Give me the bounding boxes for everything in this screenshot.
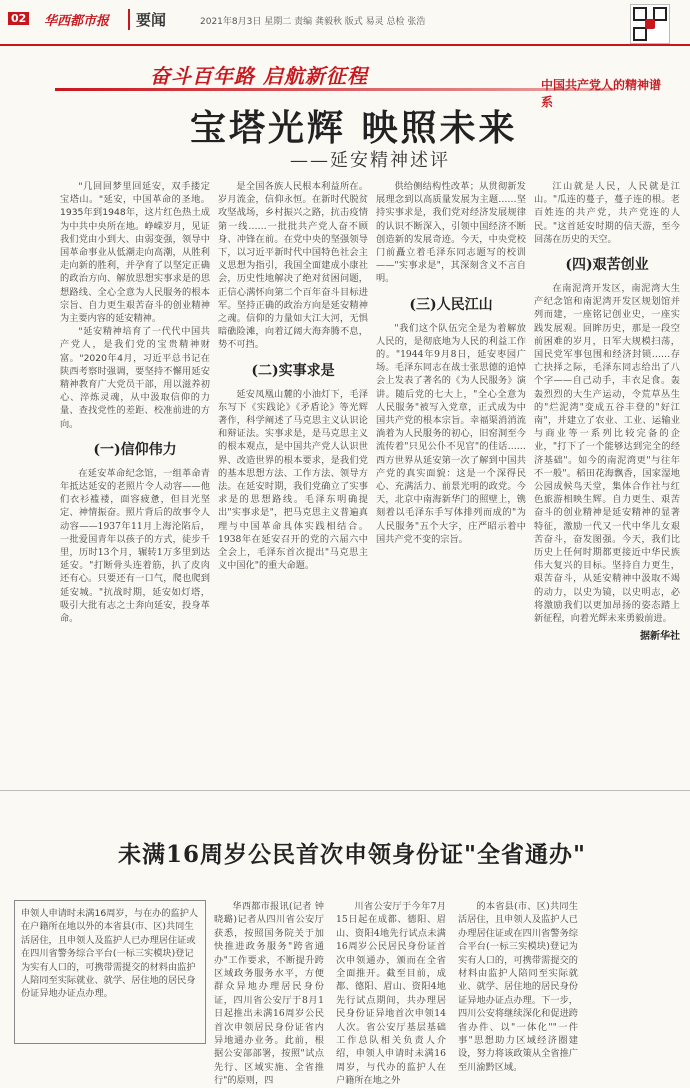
column-banner	[55, 52, 665, 109]
section-name: 要闻	[128, 9, 166, 30]
article2-column-2	[336, 900, 446, 1088]
issue-meta: 2021年8月3日 星期二 责编 龚毅秋 版式 易灵 总检 张浩	[200, 17, 426, 27]
section-heading-1: (一)信仰伟力	[93, 441, 177, 458]
newspaper-brand: 华西都市报	[44, 14, 110, 29]
article2-column-3	[458, 900, 578, 1074]
article2-column-1	[214, 900, 324, 1088]
page-number: 02	[6, 10, 29, 28]
article-column-1	[60, 180, 210, 625]
section-heading-2: (二)实事求是	[251, 362, 335, 379]
paragraph: 川省公安厅于今年7月15日起在成都、德阳、眉山、资阳4地先行试点未满16周岁公民居民身份证首次申领通办，颁而在全省全面推开。截至目前，成都、德阳、眉山、资阳4地先行试点期间，共办理居民身份证异地首次申领14人次。省公安厅基层基础工作总队相关负责人介绍，申领人申请时未满16周岁，与代办的监护人在户籍所在地之外	[336, 901, 446, 1087]
banner-slogan: 奋斗百年路 启航新征程	[150, 64, 368, 88]
banner-stripe	[55, 88, 615, 91]
article2-title: 未满16周岁公民首次申领身份证"全省通办"	[118, 841, 586, 868]
qr-code-icon	[630, 4, 670, 44]
byline: 据新华社	[640, 631, 680, 643]
article-lead: "几回回梦里回延安，双手搂定宝塔山。"延安，中国革命的圣地。1935年到1948年，这片红色热土成为中共中央所在地。峥嵘岁月，见证我们党由小到大、由弱变强，领导中国革命事业从低潮走向高潮，从胜利走向新的胜利，并孕育了以坚定正确的政治方向、解放思想实事求是的思想路线、全心全意为人民服务的根本宗旨、自力更生艰苦奋斗的创业精神为主要内容的延安精神。	[60, 181, 210, 325]
section-heading-3: (三)人民江山	[409, 296, 493, 313]
article-column-4	[534, 180, 680, 642]
banner-series: 中国共产党人的精神谱系	[541, 78, 662, 109]
paragraph: 在延安革命纪念馆，一组革命青年抵达延安的老照片令人动容——他们衣衫褴褛，面容疲惫，但目光坚定、神情振奋。照片背后的故事令人动容——1937年11月上海沦陷后，一批爱国青年以孩子的方式，徒步千里，历时13个月，辗转1万多里到达延安。"打断骨头连着筋，扒了皮肉还有心。只要还有一口气，爬也爬到延安城。"抗战时期，延安如灯塔，吸引大批有志之士奔向延安，投身革命。	[60, 467, 210, 625]
paragraph: 的本省县(市、区)共同生活居住，且申领人及监护人已办理居住证或在四川省警务综合平台(一标三实模块)登记为实有人口的，可携带需提交的材料由监护人陪同至实际就业、就学、居住地的居民身份证异地办证点办理。下一步，四川公安将继续深化和促进跨省办件、以"一体化""一件事"思想助力区域经济圈建设，努力将该政策从全省推广至川渝黔区域。	[458, 901, 578, 1073]
article-title: 宝塔光辉 映照未来	[190, 107, 518, 149]
article-column-3	[376, 180, 526, 546]
paragraph: 在南泥湾开发区，南泥湾大生产纪念馆和南泥湾开发区规划馆并列而建，一座铭记创业史，一座实践发展观。回眸历史，那是一段空前困难的岁月，日军大规模扫荡，国民党军事包围和经济封锁……存亡抉择之际，毛泽东同志给出了八个字——自己动手，丰衣足食。轰轰烈烈的大生产运动，令荒草丛生的"烂泥湾"变成五谷丰登的"好江南"，并建立了农业、工业、运输业与商业等一系列比较完备的企业，"打下了一个能够达到完全的经济基础"。如今的南泥湾更"与往年不一般"。稻田花海飘香，国家湿地公园成候鸟天堂，集体合作社与红色旅游相映生辉。自力更生、艰苦奋斗的创业精神是延安精神的显著特征，激励一代又一代中华儿女艰苦奋斗，奋发图强。今天，我们比历史上任何时期都更接近中华民族伟大复兴的目标。坚持自力更生，艰苦奋斗，从延安精神中汲取不竭的动力，以史为镜，以史明志，必将激励我们以更加昂扬的姿态踏上新征程，向着光辉未来勇毅前进。	[534, 283, 680, 625]
article-divider	[0, 790, 690, 791]
paragraph: 江山就是人民，人民就是江山。"瓜连的蔓子，蔓子连的根。老百姓连的共产党，共产党连的人民。"这首延安时期的信天游，至今回荡在历史的天空。	[534, 181, 680, 245]
article-subtitle: ——延安精神述评	[290, 150, 450, 171]
paragraph: 华西都市报讯(记者 钟晓璐)记者从四川省公安厅获悉，按照国务院关于加快推进政务服务"跨省通办"工作要求，不断提升跨区域政务服务水平，方便群众异地办理居民身份证，四川省公安厅于8月1日起推出未满16周岁公民首次申领居民身份证省内异地通办业务。此前，根据公安部部署，按照"试点先行、区域实施、全省推行"的原则，四	[214, 901, 324, 1087]
paragraph: "我们这个队伍完全是为着解放人民的，是彻底地为人民的利益工作的。"1944年9月8日，延安枣园广场。毛泽东同志在战士张思德的追悼会上发表了著名的《为人民服务》演讲。随后党的七大上，"全心全意为人民服务"被写入党章，正式成为中国共产党的根本宗旨。幸福渠消消流淌着为人民服务的初心，旧窑洞至今流传着"只见公仆不见官"的佳话……西方世界从延安第一次了解到中国共产党的真实面貌：这是一个深得民心、充满活力、前景光明的政党。今天，北京中南海新华门的照壁上，镌刻着以毛泽东手写体排列而成的"为人民服务"五个大字，庄严昭示着中国共产党不变的宗旨。	[376, 322, 526, 545]
paragraph: 是全国各族人民根本利益所在。岁月流金，信仰永恒。在新时代脱贫攻坚战场，乡村振兴之路，抗击疫情第一线……一批批共产党人奋不顾身、冲锋在前。在党中央的坚强领导下，以习近平新时代中国特色社会主义思想为指引，我国全面建成小康社会，历史性地解决了绝对贫困问题，正信心满怀向第二个百年奋斗目标进军。坚持正确的政治方向是延安精神之魂。信仰的力量如大江大河，无惧暗礁险滩，向着辽阔大海奔腾不息，势不可挡。	[218, 181, 368, 351]
page-header	[0, 0, 690, 46]
header-rule	[0, 44, 690, 46]
paragraph: 供给侧结构性改革；从贯彻新发展理念到以高质量发展为主题……坚持实事求是，我们党对经济发展规律的认识不断深入，引领中国经济不断创造新的发展奇迹。今天，中央党校门前矗立着毛泽东同志题写的校训——"实事求是"，其深刻含义不言自明。	[376, 181, 526, 285]
article-lead-2: "延安精神培育了一代代中国共产党人，是我们党的宝贵精神财富。"2020年4月，习近平总书记在陕西考察时强调，要坚持不懈用延安精神教育广大党员干部，用以滋养初心、淬炼灵魂，从中汲取信仰的力量、查找党性的差距、校准前进的方向。	[60, 326, 210, 430]
article2-lead-box: 申领人申请时未满16周岁，与在办的监护人在户籍所在地以外的本省县(市、区)共同生活居住，且申领人及监护人已办理居住证或在四川省警务综合平台(一标三实模块)登记为实有人口的，可携带需提交的材料由监护人陪同至实际就业、就学、居住地的居民身份证异地办证点办理。	[14, 900, 206, 1044]
section-heading-4: (四)艰苦创业	[565, 257, 649, 274]
paragraph: 延安凤凰山麓的小油灯下，毛泽东写下《实践论》《矛盾论》等光辉著作，科学阐述了马克思主义认识论和辩证法。实事求是，是马克思主义的根本观点，是中国共产党人认识世界、改造世界的根本要求，是我们党的基本思想方法、工作方法、领导方法。在延安时期，我们党确立了实事求是的思想路线。毛泽东明确提出"实事求是"，把马克思主义普遍真理与中国革命具体实践相结合。1938年在延安召开的党的六届六中全会上，毛泽东首次提出"马克思主义中国化"的重大命题。	[218, 388, 368, 572]
article-column-2	[218, 180, 368, 572]
